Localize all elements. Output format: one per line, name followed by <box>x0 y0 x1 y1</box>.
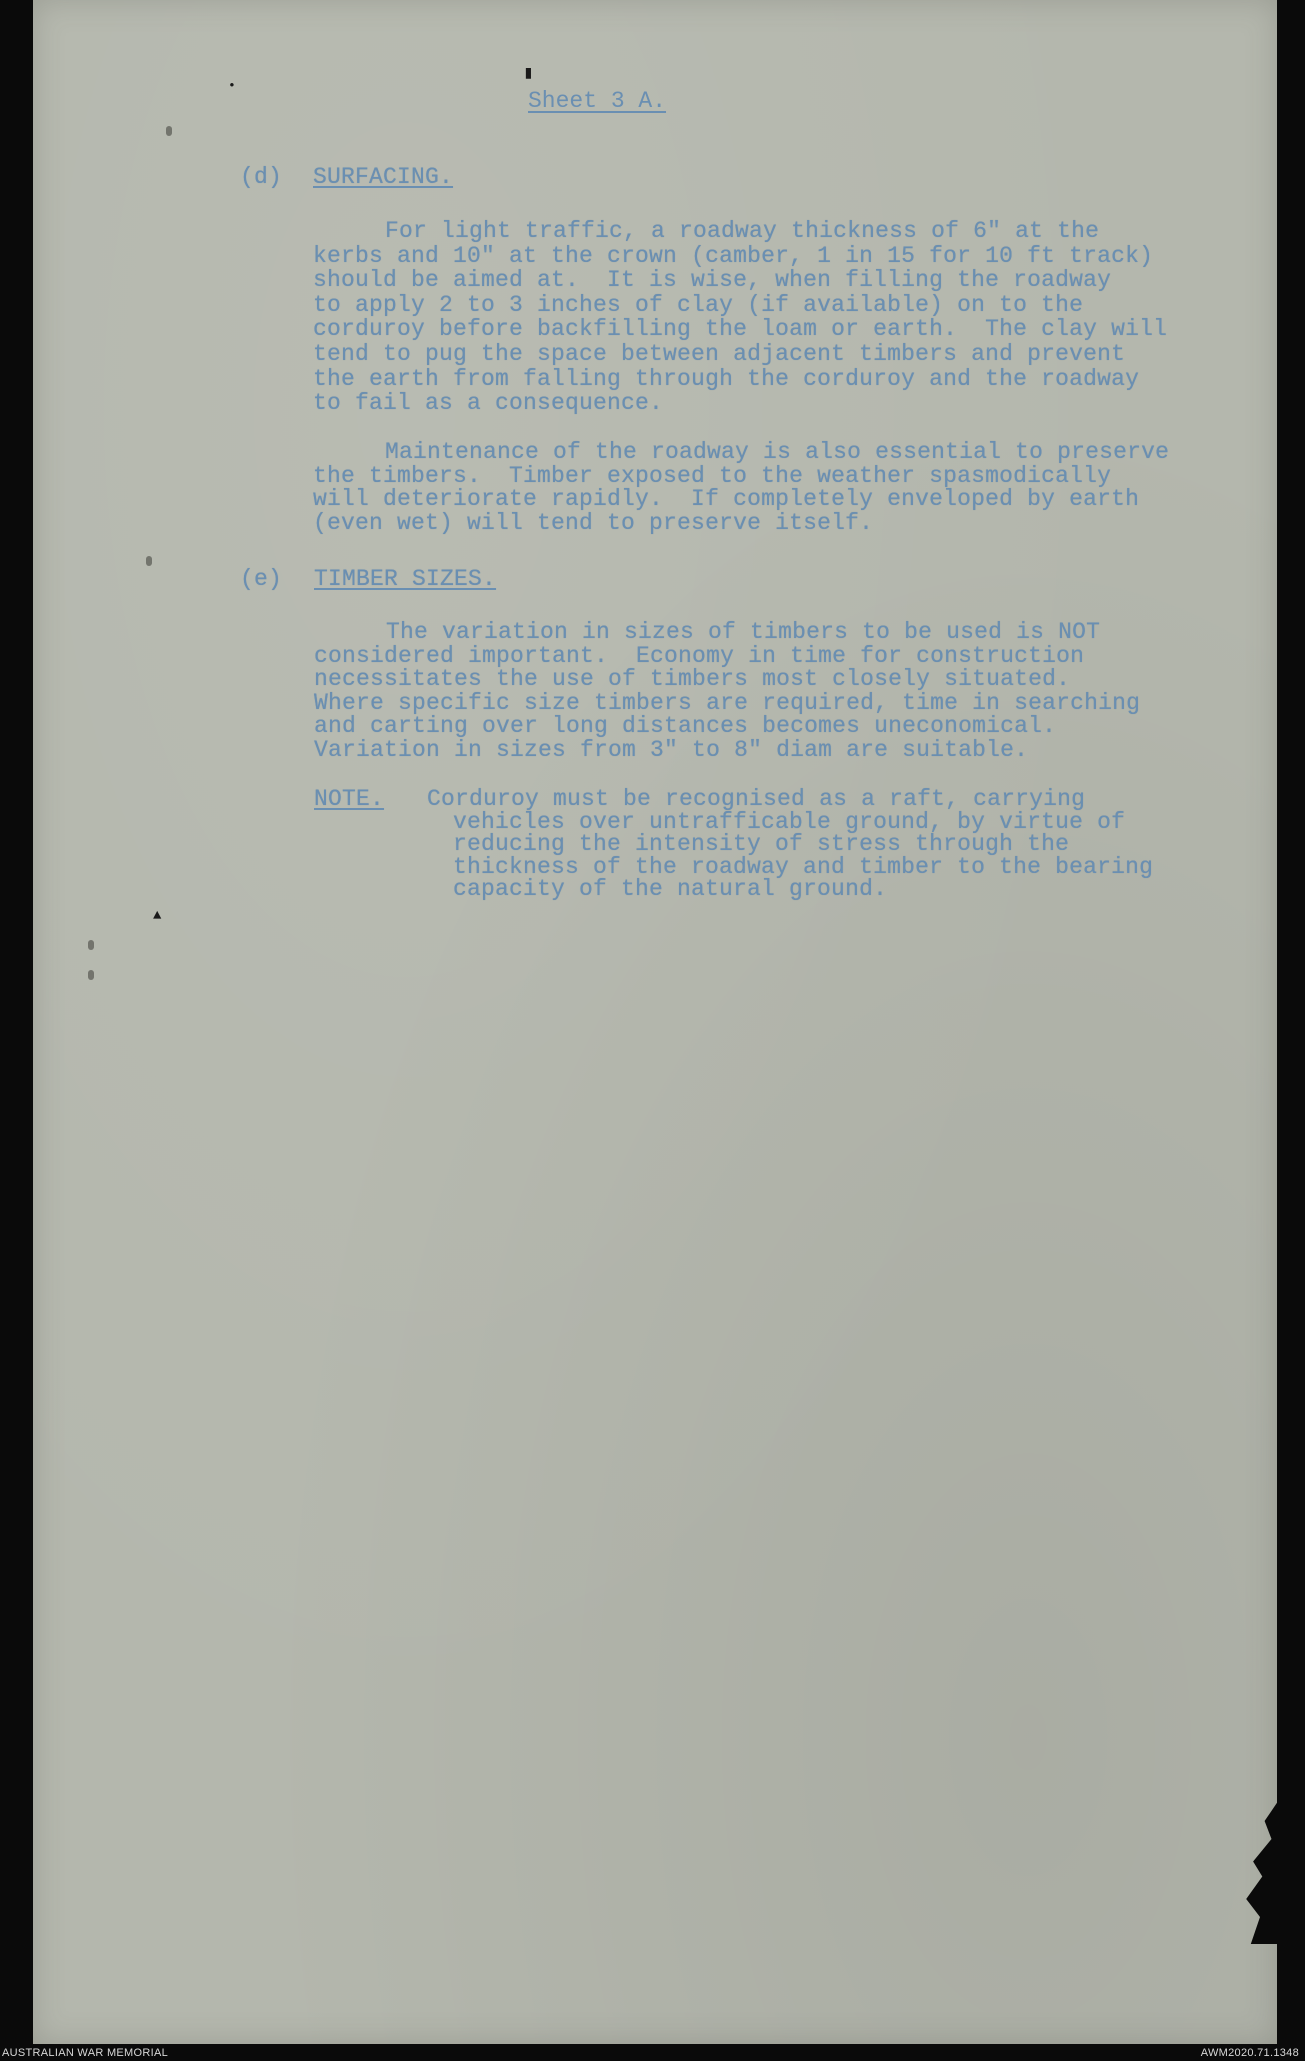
text-line: should be aimed at. It is wise, when filling the roadway <box>313 267 1112 294</box>
footer-right: AWM2020.71.1348 <box>1200 2047 1299 2059</box>
text-line: the timbers. Timber exposed to the weather spasmodically <box>313 462 1112 489</box>
text-line: considered important. Economy in time for construction <box>314 642 1085 669</box>
text-line: The variation in sizes of timbers to be used is NOT <box>386 619 1101 645</box>
section-e-marker: (e) <box>240 566 283 592</box>
ink-mark: ▮ <box>523 64 534 84</box>
text-line: Where specific size timbers are required, time in searching <box>314 689 1141 716</box>
text-line: capacity of the natural ground. <box>453 876 888 902</box>
punch-hole <box>88 940 94 950</box>
text-line: thickness of the roadway and timber to the bearing <box>453 853 1154 880</box>
text-line: vehicles over untrafficable ground, by virtue of <box>453 808 1126 835</box>
punch-hole <box>88 970 94 980</box>
text-line: kerbs and 10" at the crown (camber, 1 in 15 for 10 ft track) <box>313 242 1154 269</box>
text-line: Variation in sizes from 3" to 8" diam are suitable. <box>314 737 1029 763</box>
section-e-heading: TIMBER SIZES. <box>314 566 497 592</box>
text-line: corduroy before backfilling the loam or earth. The clay will <box>313 316 1168 343</box>
ink-mark: ▲ <box>153 908 162 924</box>
punch-hole <box>166 126 172 136</box>
text-line: Corduroy must be recognised as a raft, carrying <box>427 786 1086 812</box>
footer-left: AUSTRALIAN WAR MEMORIAL <box>2 2047 169 2059</box>
text-line: reducing the intensity of stress through the <box>453 831 1070 857</box>
text-line: For light traffic, a roadway thickness of 6" at the <box>385 218 1100 244</box>
text-line: will deteriorate rapidly. If completely enveloped by earth <box>313 486 1140 512</box>
note-label: NOTE. <box>314 786 385 812</box>
section-d-heading: SURFACING. <box>313 164 454 190</box>
text-line: Maintenance of the roadway is also essential to preserve <box>385 439 1170 465</box>
document-sheet <box>33 0 1277 2044</box>
text-line: to fail as a consequence. <box>313 390 664 417</box>
ink-mark: • <box>228 78 236 93</box>
punch-hole <box>146 556 152 566</box>
text-line: tend to pug the space between adjacent timbers and prevent <box>313 341 1126 367</box>
torn-corner <box>1237 1794 1277 1944</box>
text-line: and carting over long distances becomes uneconomical. <box>314 713 1057 740</box>
section-d-marker: (d) <box>240 164 283 190</box>
sheet-title: Sheet 3 A. <box>528 88 667 114</box>
text-line: (even wet) will tend to preserve itself. <box>313 509 874 536</box>
text-line: to apply 2 to 3 inches of clay (if available) on to the <box>313 291 1084 318</box>
text-line: necessitates the use of timbers most closely situated. <box>314 666 1071 693</box>
text-line: the earth from falling through the corduroy and the roadway <box>313 365 1140 392</box>
